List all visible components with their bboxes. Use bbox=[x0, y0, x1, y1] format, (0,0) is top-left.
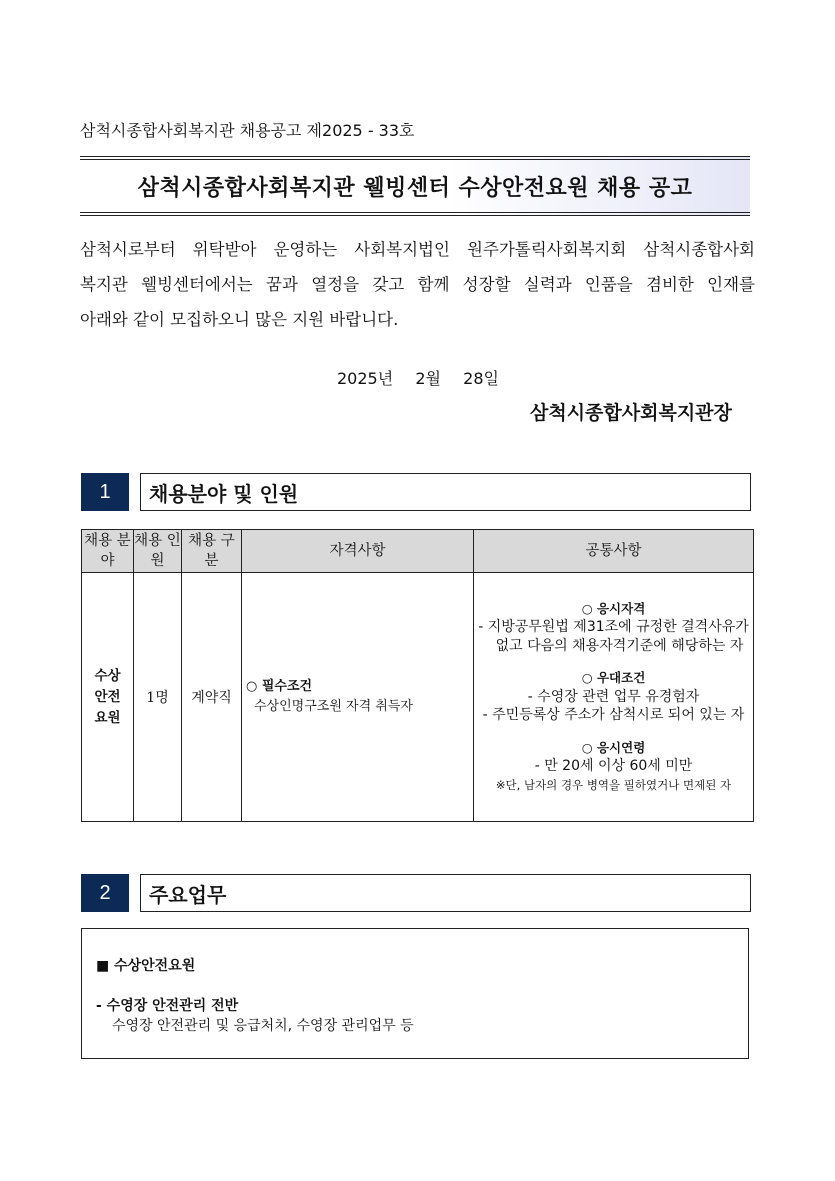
announcement-date: 2025년 2월 28일 bbox=[337, 369, 499, 388]
condition-line: - 만 20세 이상 60세 미만 bbox=[534, 758, 693, 775]
section-title: 주요업무 bbox=[140, 874, 751, 912]
section-title: 채용분야 및 인원 bbox=[140, 473, 751, 511]
table-row bbox=[82, 573, 754, 822]
header-common: 공통사항 bbox=[474, 530, 754, 573]
header-qualification: 자격사항 bbox=[242, 530, 474, 573]
condition-heading: ○ 응시자격 bbox=[581, 600, 646, 616]
header-count: 채용 인원 bbox=[134, 530, 182, 573]
cell-common bbox=[474, 573, 754, 822]
header-type: 채용 구분 bbox=[182, 530, 242, 573]
duty-heading: - 수영장 안전관리 전반 bbox=[96, 998, 239, 1014]
cell-qualification bbox=[242, 573, 474, 822]
page-title: 삼척시종합사회복지관 웰빙센터 수상안전요원 채용 공고 bbox=[137, 175, 693, 201]
condition-heading: ○ 우대조건 bbox=[581, 670, 646, 686]
duty-text: 수영장 안전관리 및 응급처치, 수영장 관리업무 등 bbox=[112, 1018, 414, 1034]
condition-line: ※단, 남자의 경우 병역을 필하였거나 면제된 자 bbox=[495, 777, 732, 792]
table-header-row bbox=[82, 530, 754, 573]
recruitment-table bbox=[81, 529, 754, 822]
section-number: 1 bbox=[81, 473, 129, 511]
intro-line: 아래와 같이 모집하오니 많은 지원 바랍니다. bbox=[80, 310, 399, 329]
section-number: 2 bbox=[81, 874, 129, 912]
condition-heading: ○ 응시연령 bbox=[581, 739, 646, 755]
condition-line: - 지방공무원법 제31조에 규정한 결격사유가 bbox=[478, 619, 749, 636]
qualification-heading: ○ 필수조건 bbox=[246, 679, 313, 694]
duty-position: ■ 수상안전요원 bbox=[96, 958, 196, 974]
condition-line: - 수영장 관련 업무 유경험자 bbox=[527, 688, 700, 705]
header-field: 채용 분야 bbox=[82, 530, 134, 573]
intro-paragraph bbox=[80, 232, 755, 337]
intro-line: 삼척시로부터 위탁받아 운영하는 사회복지법인 원주가톨릭사회복지회 삼척시종합사회 bbox=[80, 240, 755, 259]
cell-type: 계약직 bbox=[182, 573, 242, 822]
notice-number: 삼척시종합사회복지관 채용공고 제2025 - 33호 bbox=[80, 121, 415, 140]
title-banner bbox=[80, 156, 750, 216]
condition-line: 없고 다음의 채용자격기준에 해당하는 자 bbox=[495, 637, 744, 654]
duty-box bbox=[81, 928, 749, 1059]
condition-line: - 주민등록상 주소가 삼척시로 되어 있는 자 bbox=[482, 707, 745, 724]
qualification-text: 수상인명구조원 자격 취득자 bbox=[254, 699, 413, 714]
cell-field: 수상 안전 요원 bbox=[82, 573, 134, 822]
signer: 삼척시종합사회복지관장 bbox=[530, 402, 732, 424]
intro-line: 복지관 웰빙센터에서는 꿈과 열정을 갖고 함께 성장할 실력과 인품을 겸비한 인재를 bbox=[80, 275, 755, 294]
cell-count: 1명 bbox=[134, 573, 182, 822]
